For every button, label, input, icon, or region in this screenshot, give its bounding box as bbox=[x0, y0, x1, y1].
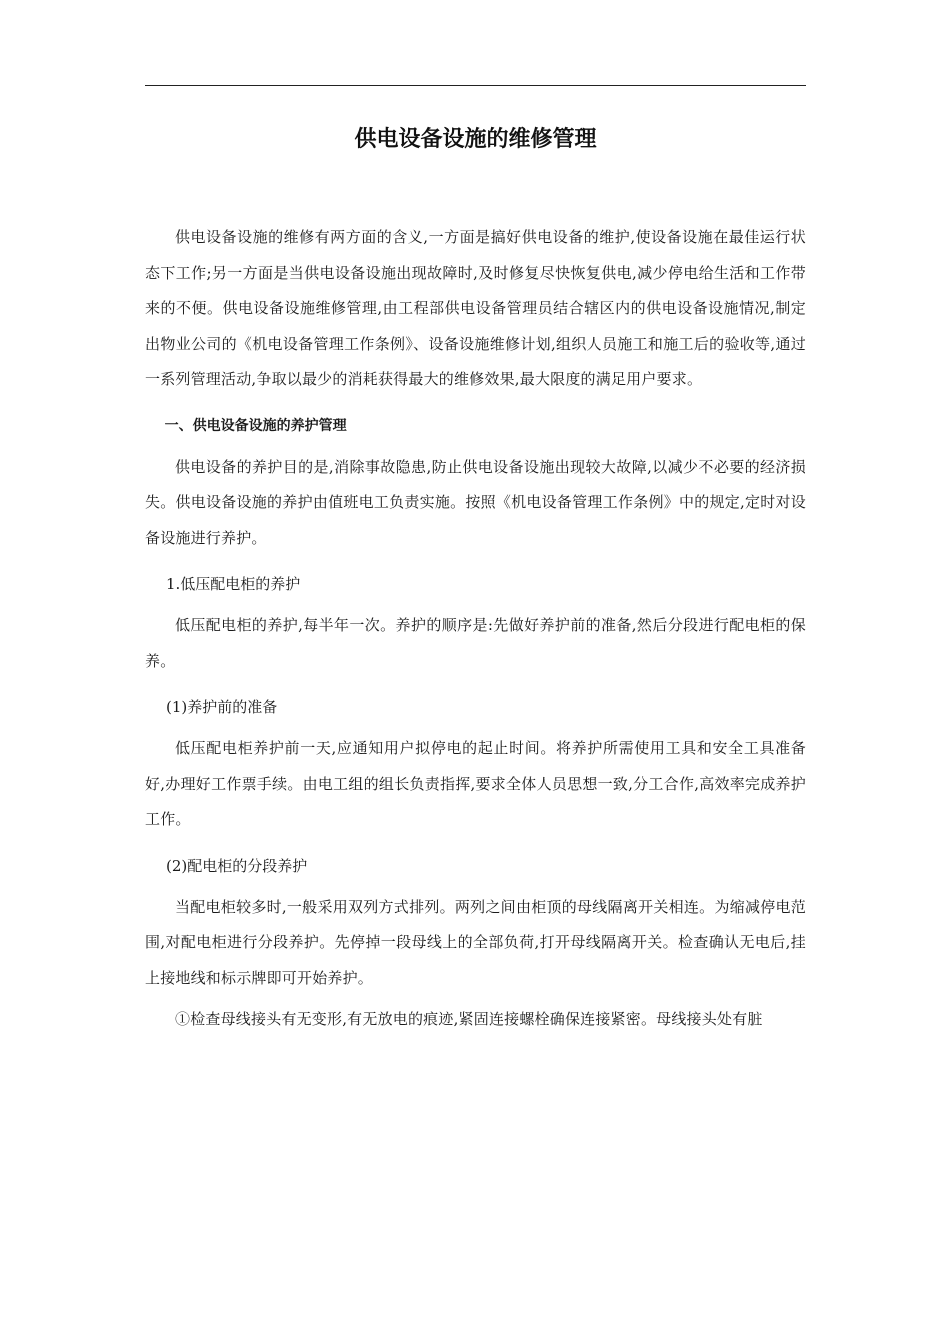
section-heading: 一、供电设备设施的养护管理 bbox=[164, 417, 347, 434]
intro-paragraph: 供电设备设施的维修有两方面的含义,一方面是搞好供电设备的维护,使设备设施在最佳运行状态下工作;另一方面是当供电设备设施出现故障时,及时修复尽快恢复供电,减少停电给生活和工作带来的不便。供电设备设施维修管理,由工程部供电设备管理员结合辖区内的供电设备设施情况,制定出物业公司的《机电设备管理工作条例》、设备设施维修计划,组织人员施工和施工后的验收等,通过一系列管理活动,争取以最少的消耗获得最大的维修效果,最大限度的满足用户要求。 bbox=[145, 228, 806, 388]
document-title: 供电设备设施的维修管理 bbox=[354, 127, 597, 152]
header-rule bbox=[145, 85, 806, 86]
document-body bbox=[145, 220, 806, 1038]
list-item-paragraph: ①检查母线接头有无变形,有无放电的痕迹,紧固连接螺栓确保连接紧密。母线接头处有脏 bbox=[175, 1010, 763, 1028]
subsection-paragraph: 当配电柜较多时,一般采用双列方式排列。两列之间由柜顶的母线隔离开关相连。为缩减停电范围,对配电柜进行分段养护。先停掉一段母线上的全部负荷,打开母线隔离开关。检查确认无电后,挂上接地线和标示牌即可开始养护。 bbox=[145, 897, 806, 987]
subsection-heading: (2)配电柜的分段养护 bbox=[166, 856, 308, 875]
section-paragraph: 供电设备的养护目的是,消除事故隐患,防止供电设备设施出现较大故障,以减少不必要的经济损失。供电设备设施的养护由值班电工负责实施。按照《机电设备管理工作条例》中的规定,定时对设备设施进行养护。 bbox=[145, 457, 806, 547]
subsection-paragraph: 低压配电柜养护前一天,应通知用户拟停电的起止时间。将养护所需使用工具和安全工具准备好,办理好工作票手续。由电工组的组长负责指挥,要求全体人员思想一致,分工合作,高效率完成养护工作。 bbox=[145, 739, 806, 828]
subsection-paragraph: 低压配电柜的养护,每半年一次。养护的顺序是:先做好养护前的准备,然后分段进行配电柜的保养。 bbox=[145, 616, 806, 670]
subsection-heading: (1)养护前的准备 bbox=[166, 698, 278, 716]
subsection-heading: 1.低压配电柜的养护 bbox=[166, 575, 301, 593]
